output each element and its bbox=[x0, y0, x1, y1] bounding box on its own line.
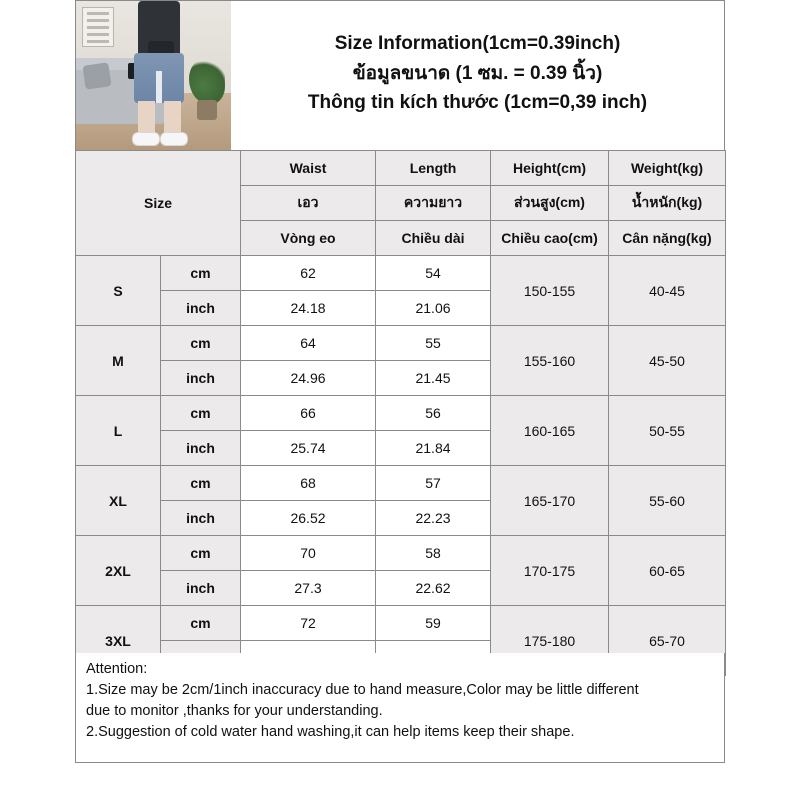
row-unit-cm: cm bbox=[161, 606, 241, 641]
col-header-length-th: ความยาว bbox=[376, 186, 491, 221]
cell-weight: 50-55 bbox=[609, 396, 726, 466]
cell-length-cm: 55 bbox=[376, 326, 491, 361]
header bbox=[75, 0, 725, 150]
cell-waist-cm: 64 bbox=[241, 326, 376, 361]
attention-line-2: due to monitor ,thanks for your understanding. bbox=[86, 703, 383, 720]
photo-cushion bbox=[82, 62, 111, 89]
size-header-cell: Size bbox=[76, 151, 241, 256]
cell-waist-cm: 72 bbox=[241, 606, 376, 641]
row-unit-cm: cm bbox=[161, 466, 241, 501]
col-header-weight-th: น้ำหนัก(kg) bbox=[609, 186, 726, 221]
row-size-label: M bbox=[76, 326, 161, 396]
col-header-waist-en: Waist bbox=[241, 151, 376, 186]
col-header-height-th: ส่วนสูง(cm) bbox=[491, 186, 609, 221]
row-size-label: XL bbox=[76, 466, 161, 536]
cell-weight: 60-65 bbox=[609, 536, 726, 606]
cell-height: 160-165 bbox=[491, 396, 609, 466]
attention-block bbox=[75, 653, 725, 763]
cell-waist-inch: 25.74 bbox=[241, 431, 376, 466]
cell-waist-cm: 68 bbox=[241, 466, 376, 501]
table-row bbox=[76, 326, 726, 361]
row-size-label: 2XL bbox=[76, 536, 161, 606]
col-header-height-vi: Chiều cao(cm) bbox=[491, 221, 609, 256]
photo-model-shoe-right bbox=[160, 132, 188, 146]
cell-waist-inch: 24.96 bbox=[241, 361, 376, 396]
cell-weight: 45-50 bbox=[609, 326, 726, 396]
col-header-weight-vi: Cân nặng(kg) bbox=[609, 221, 726, 256]
col-header-height-en: Height(cm) bbox=[491, 151, 609, 186]
row-unit-inch: inch bbox=[161, 571, 241, 606]
picture-frame-icon bbox=[82, 7, 114, 47]
cell-waist-cm: 66 bbox=[241, 396, 376, 431]
cell-height: 170-175 bbox=[491, 536, 609, 606]
col-header-waist-th: เอว bbox=[241, 186, 376, 221]
row-unit-cm: cm bbox=[161, 256, 241, 291]
photo-model-leg-right bbox=[164, 101, 181, 135]
table-row bbox=[76, 396, 726, 431]
cell-length-inch: 21.45 bbox=[376, 361, 491, 396]
row-unit-inch: inch bbox=[161, 291, 241, 326]
cell-weight: 65-70 bbox=[609, 606, 726, 676]
row-unit-cm: cm bbox=[161, 396, 241, 431]
title-line-en: Size Information(1cm=0.39inch) bbox=[334, 32, 621, 54]
title-block bbox=[231, 1, 724, 150]
attention-heading: Attention: bbox=[86, 661, 148, 677]
attention-line-3: 2.Suggestion of cold water hand washing,it can help items keep their shape. bbox=[86, 724, 575, 741]
title-line-vi: Thông tin kích thước (1cm=0,39 inch) bbox=[307, 92, 648, 114]
cell-waist-cm: 62 bbox=[241, 256, 376, 291]
col-header-weight-en: Weight(kg) bbox=[609, 151, 726, 186]
table-row bbox=[76, 536, 726, 571]
product-photo bbox=[76, 1, 231, 150]
cell-length-cm: 59 bbox=[376, 606, 491, 641]
table-row bbox=[76, 256, 726, 291]
cell-length-inch: 22.23 bbox=[376, 501, 491, 536]
row-size-label: L bbox=[76, 396, 161, 466]
cell-waist-inch: 24.18 bbox=[241, 291, 376, 326]
photo-plant-pot bbox=[197, 100, 217, 120]
table-row bbox=[76, 466, 726, 501]
table-row bbox=[76, 606, 726, 641]
title-line-th: ข้อมูลขนาด (1 ซม. = 0.39 นิ้ว) bbox=[352, 62, 603, 84]
cell-length-cm: 56 bbox=[376, 396, 491, 431]
cell-waist-inch: 27.3 bbox=[241, 571, 376, 606]
cell-length-cm: 54 bbox=[376, 256, 491, 291]
cell-weight: 55-60 bbox=[609, 466, 726, 536]
col-header-length-vi: Chiều dài bbox=[376, 221, 491, 256]
cell-length-inch: 21.06 bbox=[376, 291, 491, 326]
row-unit-cm: cm bbox=[161, 326, 241, 361]
col-header-waist-vi: Vòng eo bbox=[241, 221, 376, 256]
photo-plant bbox=[189, 58, 225, 104]
cell-height: 175-180 bbox=[491, 606, 609, 676]
cell-height: 150-155 bbox=[491, 256, 609, 326]
table-header-row-en bbox=[76, 151, 726, 186]
cell-length-inch: 22.62 bbox=[376, 571, 491, 606]
cell-length-inch: 21.84 bbox=[376, 431, 491, 466]
photo-model-shorts bbox=[134, 53, 184, 103]
row-unit-inch: inch bbox=[161, 361, 241, 396]
row-unit-inch: inch bbox=[161, 431, 241, 466]
row-unit-cm: cm bbox=[161, 536, 241, 571]
attention-line-1: 1.Size may be 2cm/1inch inaccuracy due to hand measure,Color may be little different bbox=[86, 682, 639, 699]
cell-length-cm: 58 bbox=[376, 536, 491, 571]
cell-waist-inch: 26.52 bbox=[241, 501, 376, 536]
cell-height: 165-170 bbox=[491, 466, 609, 536]
row-size-label: 3XL bbox=[76, 606, 161, 676]
cell-weight: 40-45 bbox=[609, 256, 726, 326]
photo-model-shoe-left bbox=[132, 132, 160, 146]
row-unit-inch: inch bbox=[161, 501, 241, 536]
cell-waist-cm: 70 bbox=[241, 536, 376, 571]
photo-model-leg-left bbox=[138, 101, 155, 135]
cell-height: 155-160 bbox=[491, 326, 609, 396]
col-header-length-en: Length bbox=[376, 151, 491, 186]
cell-length-cm: 57 bbox=[376, 466, 491, 501]
row-size-label: S bbox=[76, 256, 161, 326]
size-table bbox=[75, 150, 726, 676]
